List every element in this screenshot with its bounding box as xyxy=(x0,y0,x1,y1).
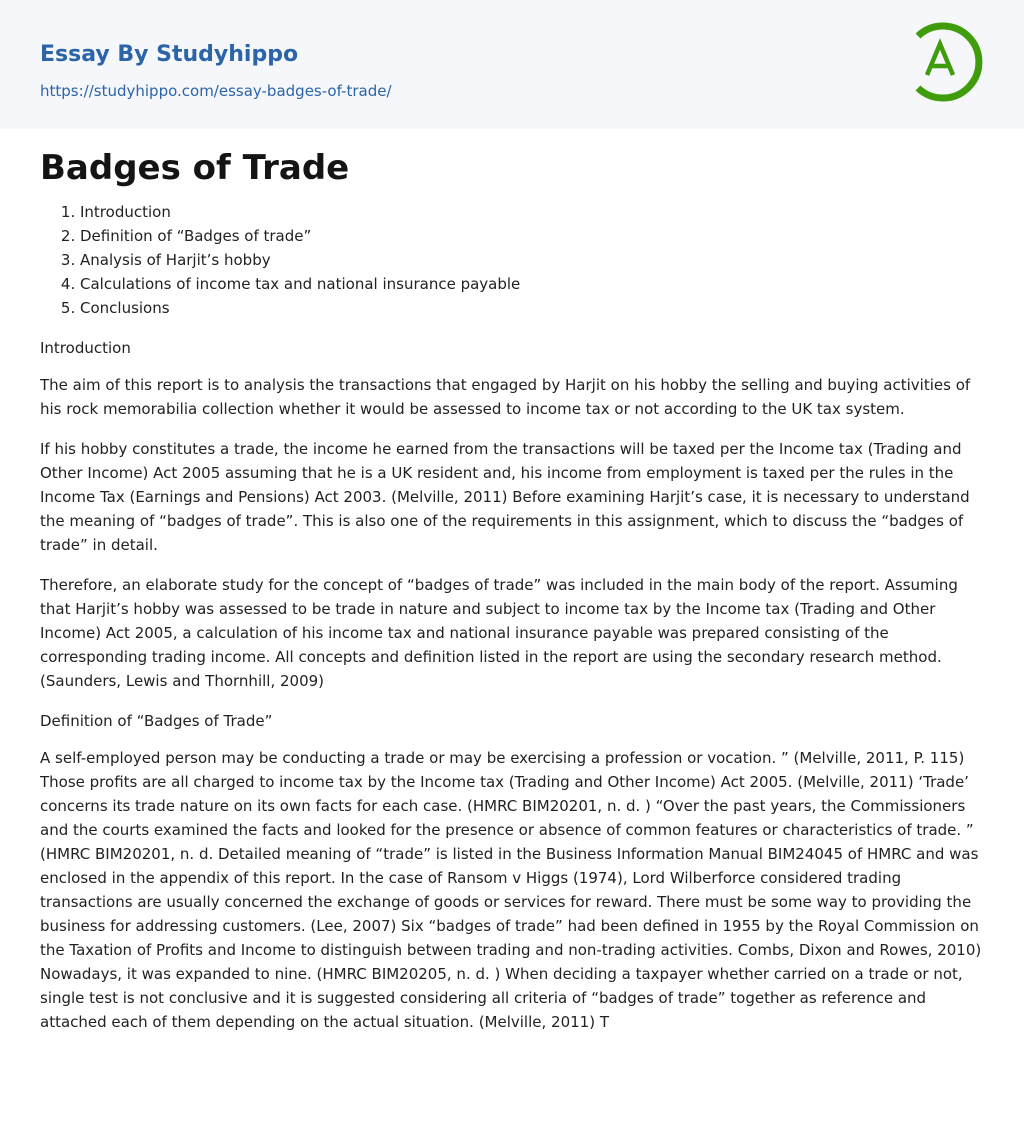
paragraph: Therefore, an elaborate study for the concept of “badges of trade” was included in the main body of the report. Assuming that Harjit’s hobby was assessed to be trade in nature and subject to income tax by the Income tax (Trading and Other Income) Act 2005, a calculation of his income tax and national insurance payable was prepared consisting of the corresponding trading income. All concepts and definition listed in the report are using the secondary research method. (Saunders, Lewis and Thornhill, 2009) xyxy=(40,576,958,690)
paragraph: If his hobby constitutes a trade, the income he earned from the transactions will be taxed per the Income tax (Trading and Other Income) Act 2005 assuming that he is a UK resident and, his income from employment is taxed per the rules in the Income Tax (Earnings and Pensions) Act 2003. (Melville, 2011) Before examining Harjit’s case, it is necessary to understand the meaning of “badges of trade”. This is also one of the requirements in this assignment, which to discuss the “badges of trade” in detail. xyxy=(40,440,970,554)
essay-url-link[interactable]: https://studyhippo.com/essay-badges-of-trade/ xyxy=(40,82,392,100)
studyhippo-logo[interactable] xyxy=(913,19,987,105)
toc-item-calculations: 4. Calculations of income tax and national insurance payable xyxy=(80,272,984,296)
page-title: Badges of Trade xyxy=(40,148,350,188)
toc-item-analysis: 3. Analysis of Harjit’s hobby xyxy=(80,248,984,272)
paragraph: A self-employed person may be conducting a trade or may be exercising a profession or vocation. ” (Melville, 2011, P. 115) Those profits are all charged to income tax by the Income tax (Trading and Other Income) Act 2005. (Melville, 2011) ‘Trade’ concerns its trade nature on its own facts for each case. (HMRC BIM20201, n. d. ) “Over the past years, the Commissioners and the courts examined the facts and looked for the presence or absence of common features or characteristics of trade. ” (HMRC BIM20201, n. d. Detailed meaning of “trade” is listed in the Business Information Manual BIM24045 of HMRC and was enclosed in the appendix of this report. In the case of Ransom v Higgs (1974), Lord Wilberforce considered trading transactions are usually concerned the exchange of goods or services for reward. There must be some way to providing the business for addressing customers. (Lee, 2007) Six “badges of trade” had been defined in 1955 by the Royal Commission on the Taxation of Profits and Income to distinguish between trading and non-trading activities. Combs, Dixon and Rowes, 2010) Nowadays, it was expanded to nine. (HMRC BIM20205, n. d. ) When deciding a taxpayer whether carried on a trade or not, single test is not conclusive and it is suggested considering all criteria of “badges of trade” together as reference and attached each of them depending on the actual situation. (Melville, 2011) T xyxy=(40,749,982,1031)
table-of-contents xyxy=(40,200,984,320)
site-title[interactable]: Essay By Studyhippo xyxy=(40,42,299,67)
section-heading-introduction: Introduction xyxy=(40,339,131,357)
toc-item-conclusions: 5. Conclusions xyxy=(80,296,984,320)
paragraph: The aim of this report is to analysis the transactions that engaged by Harjit on his hobby the selling and buying activities of his rock memorabilia collection whether it would be assessed to income tax or not according to the UK tax system. xyxy=(40,376,971,418)
logo-a-circle-icon xyxy=(913,19,987,105)
article-body xyxy=(40,200,984,1050)
section-heading-definition: Definition of “Badges of Trade” xyxy=(40,712,273,730)
toc-item-definition: 2. Definition of “Badges of trade” xyxy=(80,224,984,248)
toc-item-introduction: 1. Introduction xyxy=(80,200,984,224)
